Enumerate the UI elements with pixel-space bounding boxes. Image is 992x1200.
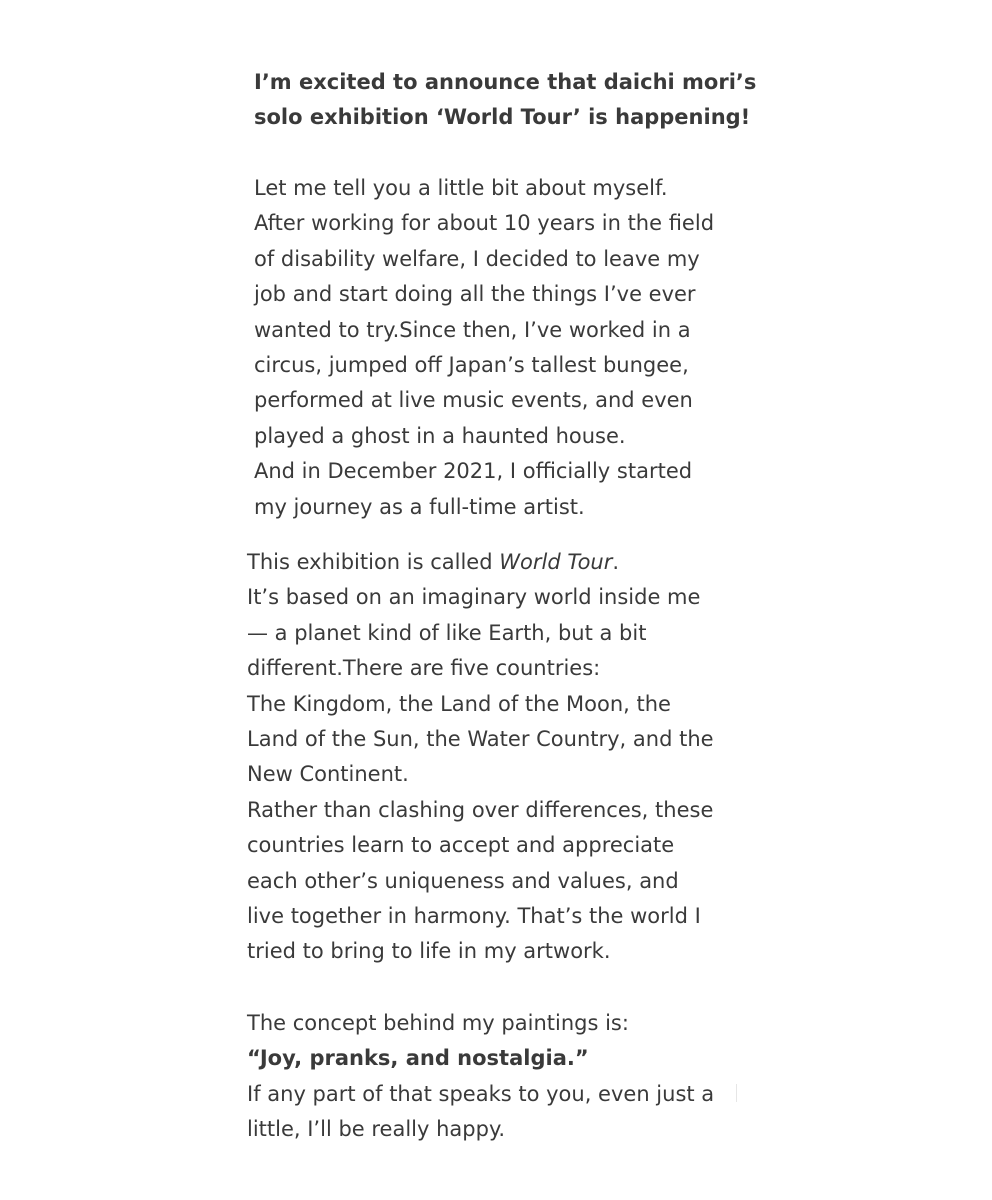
exhibition-line: It’s based on an imaginary world inside me: [247, 585, 701, 610]
exhibition-paragraph: [247, 545, 714, 970]
exhibition-line: The Kingdom, the Land of the Moon, the: [247, 691, 671, 716]
announcement-line: solo exhibition ‘World Tour’ is happening!: [254, 105, 751, 130]
bio-line: my journey as a full-time artist.: [254, 494, 585, 519]
exhibition-line: different.There are five countries:: [247, 656, 601, 681]
bio-line: After working for about 10 years in the field: [254, 211, 715, 236]
bio-line: of disability welfare, I decided to leave my: [254, 246, 700, 271]
bio-line: played a ghost in a haunted house.: [254, 423, 626, 448]
announcement-line: I’m excited to announce that daichi mori’s: [254, 70, 757, 94]
exhibition-line: Land of the Sun, the Water Country, and the: [247, 726, 714, 751]
concept-quote: “Joy, pranks, and nostalgia.”: [247, 1046, 589, 1071]
bio-line: performed at live music events, and even: [254, 388, 693, 413]
bio-line: wanted to try.Since then, I’ve worked in a: [254, 317, 691, 342]
exhibition-line: — a planet kind of like Earth, but a bit: [247, 620, 647, 645]
announcement-heading: [254, 65, 756, 136]
concept-paragraph: [247, 1006, 714, 1148]
exhibition-title-line: [247, 545, 714, 580]
bio-line: circus, jumped off Japan’s tallest bungee,: [254, 352, 689, 377]
bio-line: And in December 2021, I officially started: [254, 459, 693, 484]
bio-paragraph: [254, 171, 714, 525]
exhibition-line: each other’s uniqueness and values, and: [247, 868, 679, 893]
concept-intro: The concept behind my paintings is:: [247, 1011, 629, 1035]
exhibition-line: live together in harmony. That’s the world I: [247, 903, 701, 928]
bio-line: Let me tell you a little bit about myself.: [254, 176, 668, 200]
exhibition-title-suffix: .: [612, 550, 620, 574]
concept-line: little, I’ll be really happy.: [247, 1117, 506, 1142]
exhibition-line: countries learn to accept and appreciate: [247, 833, 675, 858]
bio-line: job and start doing all the things I’ve ever: [254, 282, 696, 307]
faint-divider-mark: [736, 1084, 737, 1102]
exhibition-line: Rather than clashing over differences, these: [247, 797, 714, 822]
concept-line: If any part of that speaks to you, even just a: [247, 1081, 715, 1106]
exhibition-line: New Continent.: [247, 762, 409, 787]
exhibition-line: tried to bring to life in my artwork.: [247, 939, 611, 964]
exhibition-title: World Tour: [499, 550, 613, 574]
exhibition-title-prefix: This exhibition is called: [247, 550, 500, 574]
